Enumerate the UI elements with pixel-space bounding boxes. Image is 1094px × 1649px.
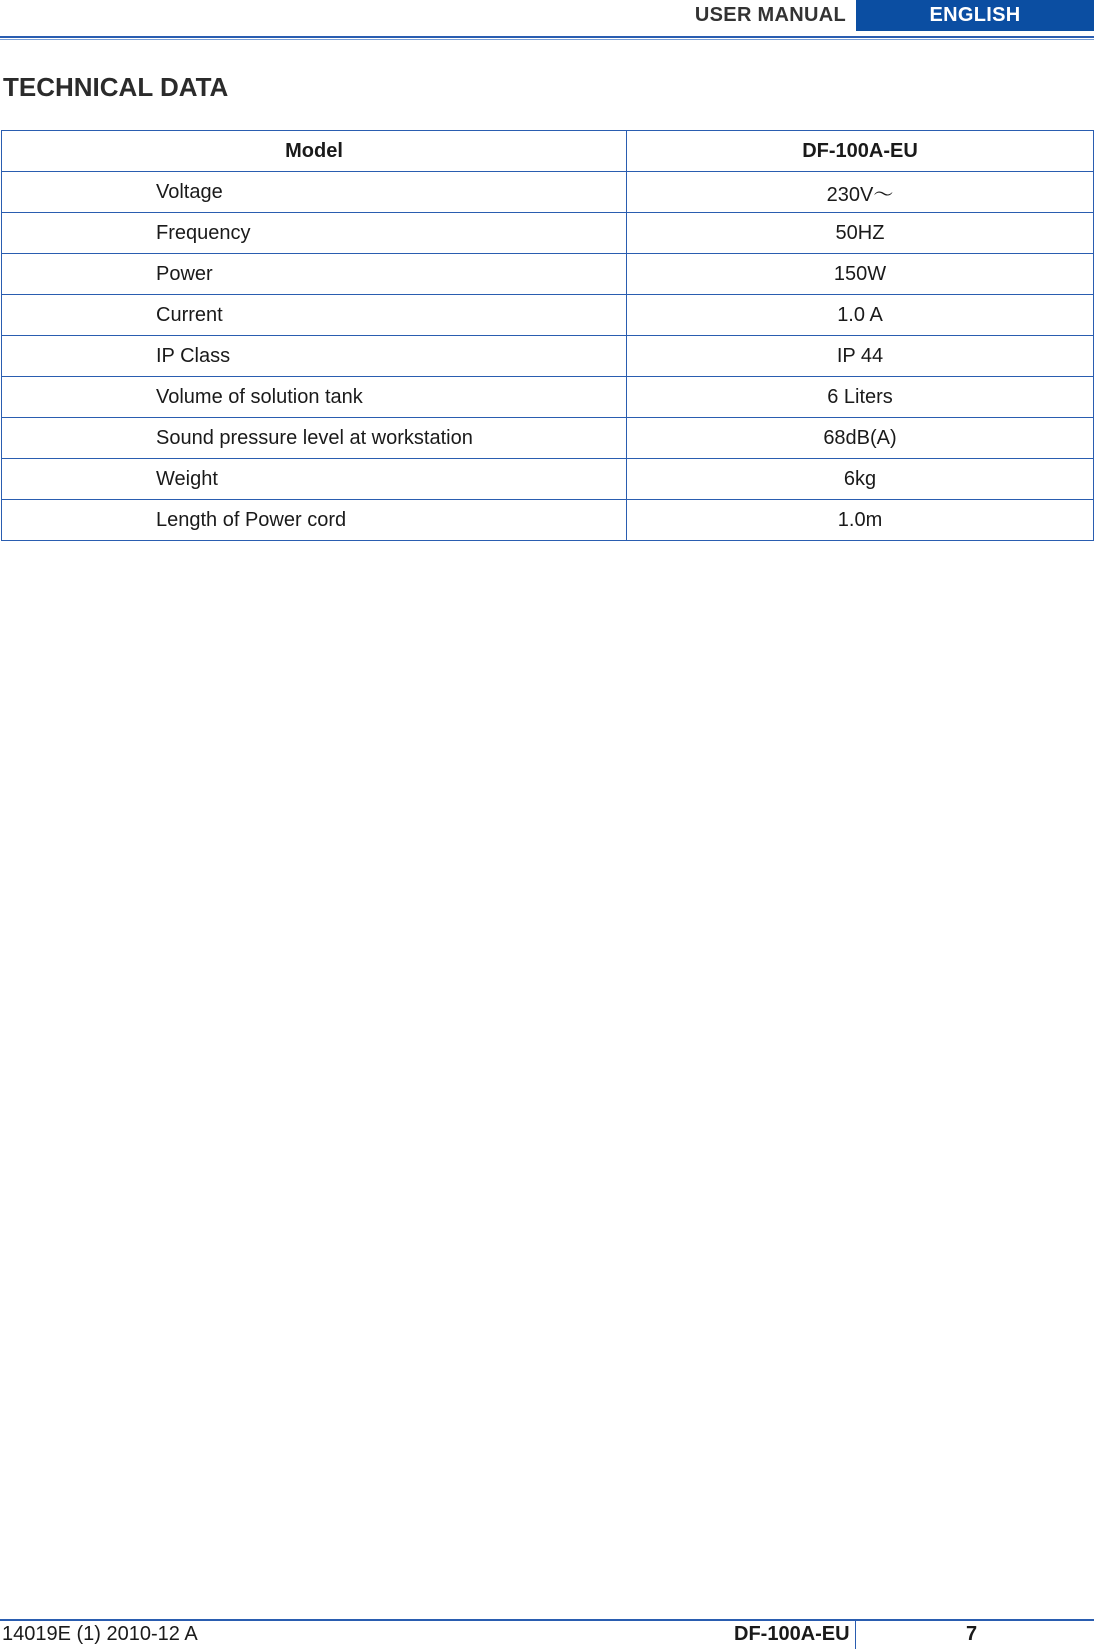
table-row <box>2 295 1094 336</box>
row-label-power: Power <box>2 254 627 295</box>
row-value-frequency: 50HZ <box>627 213 1094 254</box>
row-label-weight: Weight <box>2 459 627 500</box>
footer-divider <box>855 1621 856 1649</box>
row-value-current: 1.0 A <box>627 295 1094 336</box>
row-label-sound-pressure: Sound pressure level at workstation <box>2 418 627 459</box>
table-row <box>2 336 1094 377</box>
header-language-tab: ENGLISH <box>856 0 1094 31</box>
table-header-label: Model <box>2 131 627 172</box>
table-row <box>2 500 1094 541</box>
table-row <box>2 459 1094 500</box>
row-value-power-cord: 1.0m <box>627 500 1094 541</box>
row-label-voltage: Voltage <box>2 172 627 213</box>
footer-page-number: 7 <box>966 1623 978 1645</box>
footer-doc-code: 14019E (1) 2010-12 A <box>2 1623 198 1645</box>
row-value-ip-class: IP 44 <box>627 336 1094 377</box>
footer-rule <box>0 1619 1094 1621</box>
header-rule-thin <box>0 39 1094 40</box>
table-row <box>2 213 1094 254</box>
row-label-frequency: Frequency <box>2 213 627 254</box>
page-header <box>0 0 1094 32</box>
technical-data-table <box>1 130 1094 541</box>
table-row <box>2 377 1094 418</box>
row-label-current: Current <box>2 295 627 336</box>
row-value-tank-volume: 6 Liters <box>627 377 1094 418</box>
header-rule <box>0 36 1094 38</box>
table-header-value: DF-100A-EU <box>627 131 1094 172</box>
row-value-weight: 6kg <box>627 459 1094 500</box>
footer-model: DF-100A-EU <box>734 1623 850 1645</box>
table-row <box>2 254 1094 295</box>
row-value-power: 150W <box>627 254 1094 295</box>
row-label-power-cord: Length of Power cord <box>2 500 627 541</box>
page-title: TECHNICAL DATA <box>3 72 229 102</box>
table-header-row <box>2 131 1094 172</box>
table-row <box>2 418 1094 459</box>
row-value-voltage: 230V～ <box>627 172 1094 213</box>
row-label-ip-class: IP Class <box>2 336 627 377</box>
row-value-sound-pressure: 68dB(A) <box>627 418 1094 459</box>
header-manual-label: USER MANUAL <box>694 4 846 26</box>
row-label-tank-volume: Volume of solution tank <box>2 377 627 418</box>
table-row <box>2 172 1094 213</box>
